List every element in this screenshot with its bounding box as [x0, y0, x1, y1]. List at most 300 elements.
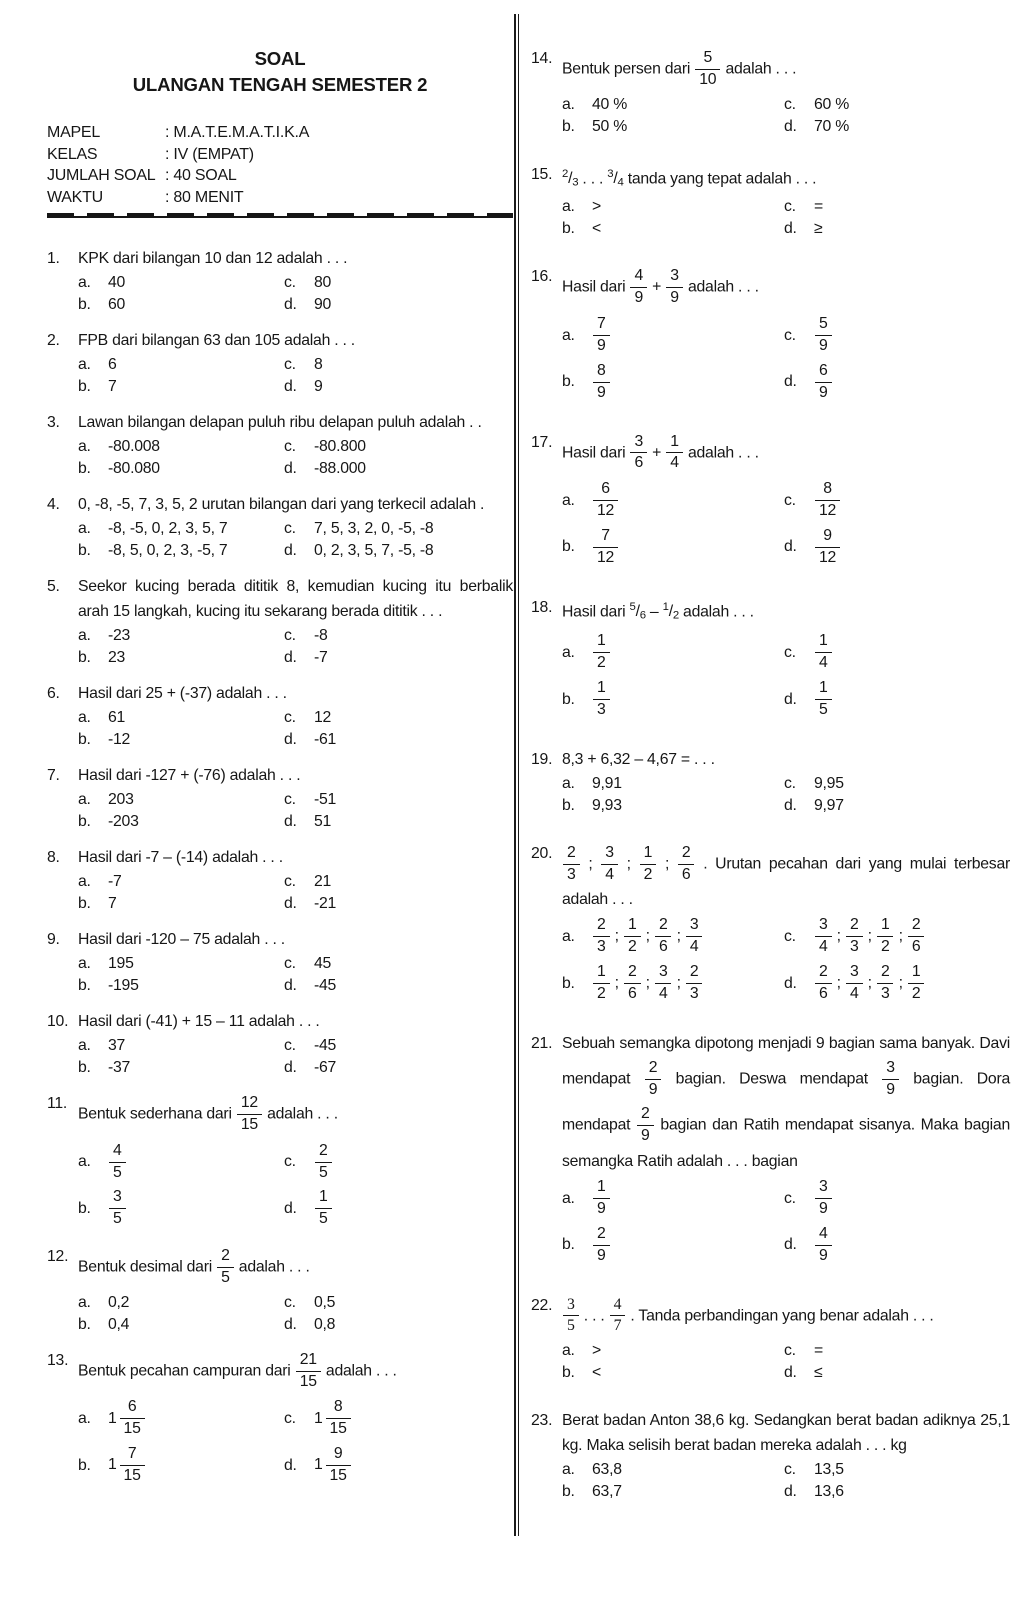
option-b — [562, 1222, 784, 1269]
text-run: tanda yang tepat adalah . . . — [623, 169, 817, 187]
fraction-numerator: 2 — [641, 1105, 650, 1123]
option-key: c. — [284, 1037, 296, 1054]
fraction-denominator: 4 — [666, 452, 683, 474]
option-a — [78, 354, 284, 376]
fraction-denominator: 4 — [815, 652, 832, 674]
fraction — [815, 678, 832, 721]
option-key: b. — [562, 220, 575, 238]
option-d — [784, 359, 1010, 406]
option-a — [78, 1035, 284, 1057]
fraction-numerator: 2 — [689, 963, 699, 981]
fraction-slash: / — [613, 169, 618, 187]
option-c — [784, 773, 1010, 795]
question-number: 21. — [531, 1034, 553, 1052]
fraction-slash: / — [668, 602, 673, 620]
options-grid — [562, 1459, 1010, 1503]
fraction — [610, 1295, 626, 1338]
text-run: 9,91 — [592, 774, 622, 792]
fraction-denominator: 12 — [815, 547, 840, 569]
text-run: ≤ — [814, 1364, 823, 1382]
fraction-denominator: 6 — [678, 864, 695, 886]
text-run: adalah . . . — [321, 1362, 397, 1380]
question-13 — [47, 1348, 513, 1489]
fraction-numerator: 7 — [601, 526, 610, 544]
fraction — [326, 1444, 351, 1487]
text-run: 0,8 — [314, 1315, 336, 1333]
text-run: Bentuk pecahan campuran dari — [78, 1362, 295, 1380]
fraction-numerator: 2 — [597, 916, 606, 934]
option-key: b. — [78, 813, 91, 830]
fraction — [593, 479, 618, 522]
fraction-numerator: 3 — [607, 167, 614, 180]
text-run: 70 % — [814, 117, 850, 135]
option-key: b. — [78, 1315, 91, 1333]
option-b — [562, 524, 784, 571]
text-run: + — [648, 444, 666, 462]
fraction-denominator: 5 — [815, 699, 832, 721]
text-run: 60 % — [814, 95, 850, 113]
slash-fraction — [562, 167, 579, 189]
text-run: ; — [832, 927, 845, 945]
fraction-denominator: 6 — [630, 452, 647, 474]
option-key: d. — [784, 796, 797, 814]
text-run: ; — [657, 855, 677, 873]
question-18 — [531, 595, 1010, 723]
question-20 — [531, 841, 1010, 1007]
fraction-numerator: 1 — [819, 679, 828, 696]
option-d — [284, 975, 513, 997]
mixed-number — [108, 1445, 146, 1484]
fraction-denominator: 4 — [601, 864, 618, 886]
fraction-denominator: 10 — [695, 69, 720, 91]
fraction-numerator: 4 — [113, 1141, 122, 1159]
options-grid — [78, 707, 513, 751]
option-key: d. — [284, 542, 297, 559]
fraction-numerator: 3 — [689, 916, 699, 934]
right-column — [531, 46, 1010, 1527]
question-number: 14. — [531, 50, 553, 67]
option-key: c. — [284, 1409, 296, 1427]
fraction-numerator: 1 — [880, 916, 890, 934]
question-4 — [47, 492, 513, 562]
meta-value: : 40 SOAL — [165, 167, 237, 184]
option-key: a. — [78, 520, 91, 537]
fraction-denominator: 2 — [593, 983, 610, 1005]
text-run: Hasil dari — [562, 444, 630, 462]
text-run: ; — [610, 974, 623, 992]
fraction-denominator: 4 — [846, 983, 863, 1005]
option-c — [784, 94, 1010, 116]
option-key: a. — [78, 873, 91, 890]
fraction-numerator: 2 — [597, 1224, 606, 1242]
question-6 — [47, 681, 513, 751]
meta-label: WAKTU — [47, 188, 103, 206]
fraction — [666, 266, 683, 309]
option-b — [562, 676, 784, 723]
option-key: a. — [78, 955, 91, 972]
text-run: 45 — [314, 955, 332, 972]
page-title: SOAL — [254, 48, 306, 69]
option-d — [284, 729, 513, 751]
option-key: a. — [78, 274, 91, 291]
question-number: 6. — [47, 685, 60, 702]
fraction — [109, 1187, 126, 1230]
fraction — [593, 526, 618, 569]
fraction-denominator: 5 — [217, 1267, 234, 1289]
questions-left — [47, 246, 513, 1489]
fraction-numerator: 2 — [221, 1247, 230, 1265]
question-16 — [531, 264, 1010, 405]
fraction — [655, 962, 672, 1005]
option-a — [562, 1175, 784, 1222]
fraction-denominator: 3 — [877, 983, 894, 1005]
fraction-denominator: 3 — [563, 864, 580, 886]
text-run: -80.080 — [108, 460, 160, 477]
text-run: ; — [863, 974, 876, 992]
fraction-denominator: 15 — [120, 1418, 145, 1440]
text-run: 7 — [108, 378, 117, 395]
option-key: a. — [562, 1189, 575, 1207]
question-text — [562, 46, 1010, 93]
fraction-denominator: 5 — [315, 1208, 332, 1230]
text-run: -12 — [108, 731, 131, 748]
text-run: ; — [580, 855, 601, 873]
option-b — [562, 1362, 784, 1384]
fraction-denominator: 2 — [877, 936, 894, 958]
text-run: 23 — [108, 649, 126, 666]
fraction-denominator: 3 — [572, 176, 579, 189]
text-run: -51 — [314, 791, 337, 808]
text-run: 7, 5, 3, 2, 0, -5, -8 — [314, 520, 434, 537]
option-key: d. — [284, 977, 297, 994]
question-text — [562, 430, 1010, 477]
fraction-denominator: 3 — [686, 983, 703, 1005]
slash-fraction — [662, 600, 679, 622]
text-run: . . . — [578, 169, 608, 187]
question-body — [562, 1293, 1010, 1385]
option-b — [78, 1185, 284, 1232]
fraction — [593, 1177, 610, 1220]
option-d — [784, 795, 1010, 817]
question-body — [562, 46, 1010, 138]
question-text — [78, 763, 513, 788]
option-key: b. — [78, 731, 91, 748]
text-run: Hasil dari -127 + (-76) adalah . . . — [78, 767, 301, 784]
option-key: a. — [78, 791, 91, 808]
whole-number: 1 — [108, 1409, 117, 1427]
option-key: a. — [78, 438, 91, 455]
fraction — [593, 678, 610, 721]
question-body — [78, 492, 513, 562]
slash-fraction — [629, 600, 646, 622]
text-run: Berat badan Anton 38,6 kg. Sedangkan berat badan adiknya 25,1 kg. Maka selisih berat badan mereka adalah . . . kg — [562, 1412, 1010, 1455]
option-key: c. — [284, 791, 296, 808]
option-key: c. — [284, 438, 296, 455]
question-body — [78, 410, 513, 480]
fraction — [593, 915, 610, 958]
option-key: d. — [284, 731, 297, 748]
text-run: bagian dan Ratih mendapat sisanya. Maka bagian semangka Ratih adalah . . . bagian — [562, 1116, 1010, 1171]
fraction — [624, 915, 641, 958]
option-key: d. — [784, 974, 797, 992]
question-text — [562, 264, 1010, 311]
option-c — [284, 1292, 513, 1314]
fraction-numerator: 4 — [613, 1295, 622, 1313]
option-key: d. — [284, 813, 297, 830]
fraction-denominator: 15 — [237, 1114, 262, 1136]
text-run: -203 — [108, 813, 139, 830]
text-run: . Urutan pecahan dari yang mulai terbesar adalah . . . — [562, 855, 1011, 909]
meta-label: KELAS — [47, 145, 98, 163]
fraction — [815, 479, 840, 522]
text-run: -45 — [314, 1037, 337, 1054]
question-body — [78, 328, 513, 398]
fraction — [815, 526, 840, 569]
fraction-numerator: 2 — [319, 1141, 328, 1159]
question-text — [78, 246, 513, 271]
option-a — [78, 707, 284, 729]
option-a — [78, 789, 284, 811]
option-key: a. — [562, 927, 575, 945]
text-run: 8 — [314, 356, 323, 373]
question-number: 18. — [531, 598, 553, 616]
fraction — [593, 1224, 610, 1267]
fraction — [640, 843, 657, 886]
option-d — [284, 1314, 513, 1336]
fraction — [593, 631, 610, 674]
option-d — [784, 960, 1010, 1007]
fraction-numerator: 1 — [597, 1178, 606, 1196]
fraction-numerator: 2 — [627, 963, 637, 981]
option-key: d. — [284, 1199, 297, 1217]
option-key: a. — [78, 627, 91, 644]
option-key: d. — [284, 895, 297, 912]
fraction-numerator: 8 — [823, 480, 832, 498]
text-run: ; — [894, 927, 907, 945]
text-run: Lawan bilangan delapan puluh ribu delapan puluh adalah . . — [78, 414, 482, 431]
fraction — [630, 266, 647, 309]
option-c — [784, 1175, 1010, 1222]
options-grid — [78, 272, 513, 316]
option-key: a. — [562, 643, 575, 661]
text-run: -7 — [314, 649, 328, 666]
question-body — [78, 574, 513, 669]
text-run: 8,3 + 6,32 – 4,67 = . . . — [562, 750, 715, 768]
fraction-denominator: 12 — [593, 500, 618, 522]
fraction — [109, 1141, 126, 1184]
option-b — [562, 1481, 784, 1503]
option-key: c. — [284, 873, 296, 890]
question-body — [562, 430, 1010, 571]
text-run: 63,8 — [592, 1461, 622, 1479]
fraction-numerator: 4 — [819, 1224, 828, 1242]
fraction — [695, 48, 720, 91]
fraction-numerator: 2 — [658, 916, 668, 934]
mixed-number — [314, 1398, 352, 1438]
fraction — [217, 1246, 234, 1289]
text-run: -8, 5, 0, 2, 3, -5, 7 — [108, 542, 228, 559]
options-grid — [562, 629, 1010, 722]
text-run: ; — [672, 927, 685, 945]
option-a — [562, 773, 784, 795]
text-run: < — [592, 220, 601, 238]
text-run: ; — [641, 974, 654, 992]
option-d — [284, 294, 513, 316]
option-key: c. — [784, 1461, 796, 1479]
option-b — [562, 116, 784, 138]
option-key: b. — [562, 538, 575, 556]
question-number: 19. — [531, 750, 553, 768]
fraction-denominator: 15 — [326, 1465, 351, 1487]
option-key: a. — [562, 1342, 575, 1360]
text-run: 37 — [108, 1037, 126, 1054]
text-run: 40 — [108, 274, 126, 291]
options-grid — [562, 196, 1010, 240]
header-meta — [47, 122, 513, 208]
option-key: c. — [784, 198, 796, 216]
option-a — [78, 625, 284, 647]
text-run: 0,5 — [314, 1293, 336, 1311]
question-2 — [47, 328, 513, 398]
text-run: 90 — [314, 296, 332, 313]
question-text — [562, 841, 1010, 913]
fraction-denominator: 6 — [815, 983, 832, 1005]
fraction — [593, 361, 610, 404]
option-d — [784, 1481, 1010, 1503]
question-number: 22. — [531, 1296, 553, 1314]
fraction — [315, 1141, 332, 1184]
text-run: bagian. Deswa mendapat — [662, 1070, 882, 1088]
option-a — [562, 629, 784, 676]
mixed-number — [108, 1398, 146, 1438]
option-key: c. — [284, 955, 296, 972]
fraction-slash: / — [568, 169, 573, 187]
option-d — [784, 116, 1010, 138]
option-key: d. — [284, 460, 297, 477]
option-d — [284, 1442, 513, 1489]
text-run: -61 — [314, 731, 337, 748]
question-number: 9. — [47, 931, 60, 948]
text-run: Hasil dari -7 – (-14) adalah . . . — [78, 849, 283, 866]
text-run: 0, -8, -5, 7, 3, 5, 2 urutan bilangan dari yang terkecil adalah . — [78, 496, 485, 513]
option-b — [78, 811, 284, 833]
option-key: a. — [562, 326, 575, 344]
fraction-denominator: 9 — [882, 1079, 899, 1101]
fraction — [624, 962, 641, 1005]
question-number: 3. — [47, 414, 60, 431]
fraction-denominator: 6 — [908, 936, 925, 958]
option-c — [784, 913, 1010, 960]
options-grid — [78, 518, 513, 562]
option-a — [78, 1292, 284, 1314]
options-grid — [562, 1340, 1010, 1384]
fraction-numerator: 1 — [627, 916, 637, 934]
option-c — [284, 789, 513, 811]
dashed-separator — [47, 213, 513, 218]
fraction — [815, 915, 832, 958]
option-key: b. — [78, 977, 91, 994]
text-run: Bentuk persen dari — [562, 60, 695, 78]
text-run: 50 % — [592, 117, 628, 135]
fraction-numerator: 2 — [648, 1058, 658, 1076]
options-grid — [78, 1292, 513, 1336]
option-c — [784, 1340, 1010, 1362]
fraction-denominator: 9 — [593, 382, 610, 404]
question-text — [562, 1408, 1010, 1458]
fraction-denominator: 2 — [908, 983, 925, 1005]
text-run: 9,95 — [814, 774, 844, 792]
fraction — [563, 1295, 579, 1338]
meta-row — [47, 187, 513, 209]
fraction-numerator: 3 — [567, 1295, 575, 1313]
question-11 — [47, 1091, 513, 1232]
option-d — [284, 647, 513, 669]
questions-right — [531, 46, 1010, 1503]
fraction-denominator: 9 — [593, 1198, 610, 1220]
question-number: 1. — [47, 250, 60, 267]
text-run: ≥ — [814, 220, 823, 238]
column-divider — [514, 14, 519, 1536]
text-run: 0,4 — [108, 1315, 130, 1333]
option-c — [284, 518, 513, 540]
options-grid — [78, 953, 513, 997]
option-key: c. — [284, 1153, 296, 1171]
fraction — [877, 962, 894, 1005]
option-key: c. — [284, 1293, 296, 1311]
option-d — [784, 1362, 1010, 1384]
question-body — [78, 845, 513, 915]
fraction — [815, 361, 832, 404]
text-run: KPK dari bilangan 10 dan 12 adalah . . . — [78, 250, 348, 267]
option-key: c. — [784, 326, 796, 344]
option-key: b. — [562, 974, 575, 992]
fraction-numerator: 8 — [597, 361, 606, 379]
option-key: c. — [784, 1342, 796, 1360]
text-run: < — [592, 1364, 601, 1382]
option-b — [78, 540, 284, 562]
question-body — [78, 1091, 513, 1232]
question-number: 5. — [47, 578, 60, 595]
option-b — [78, 729, 284, 751]
text-run: 9,93 — [592, 796, 622, 814]
fraction — [666, 432, 683, 475]
question-text — [562, 747, 1010, 772]
fraction-denominator: 9 — [637, 1125, 654, 1147]
fraction-numerator: 2 — [681, 843, 691, 861]
option-key: d. — [784, 1364, 797, 1382]
fraction-numerator: 2 — [819, 963, 828, 981]
option-a — [78, 1139, 284, 1186]
text-run: 9,97 — [814, 796, 844, 814]
option-key: c. — [784, 643, 796, 661]
option-key: a. — [78, 1037, 91, 1054]
text-run: 12 — [314, 709, 332, 726]
fraction-numerator: 3 — [658, 963, 668, 981]
text-run: – — [645, 602, 663, 620]
text-run: Hasil dari — [562, 602, 630, 620]
fraction-denominator: 3 — [593, 699, 610, 721]
option-c — [284, 1035, 513, 1057]
question-text — [78, 681, 513, 706]
option-a — [78, 272, 284, 294]
option-key: b. — [78, 1199, 91, 1217]
fraction — [815, 314, 832, 357]
fraction — [877, 915, 894, 958]
fraction-denominator: 5 — [109, 1162, 126, 1184]
question-8 — [47, 845, 513, 915]
question-number: 7. — [47, 767, 60, 784]
text-run: 7 — [108, 895, 117, 912]
